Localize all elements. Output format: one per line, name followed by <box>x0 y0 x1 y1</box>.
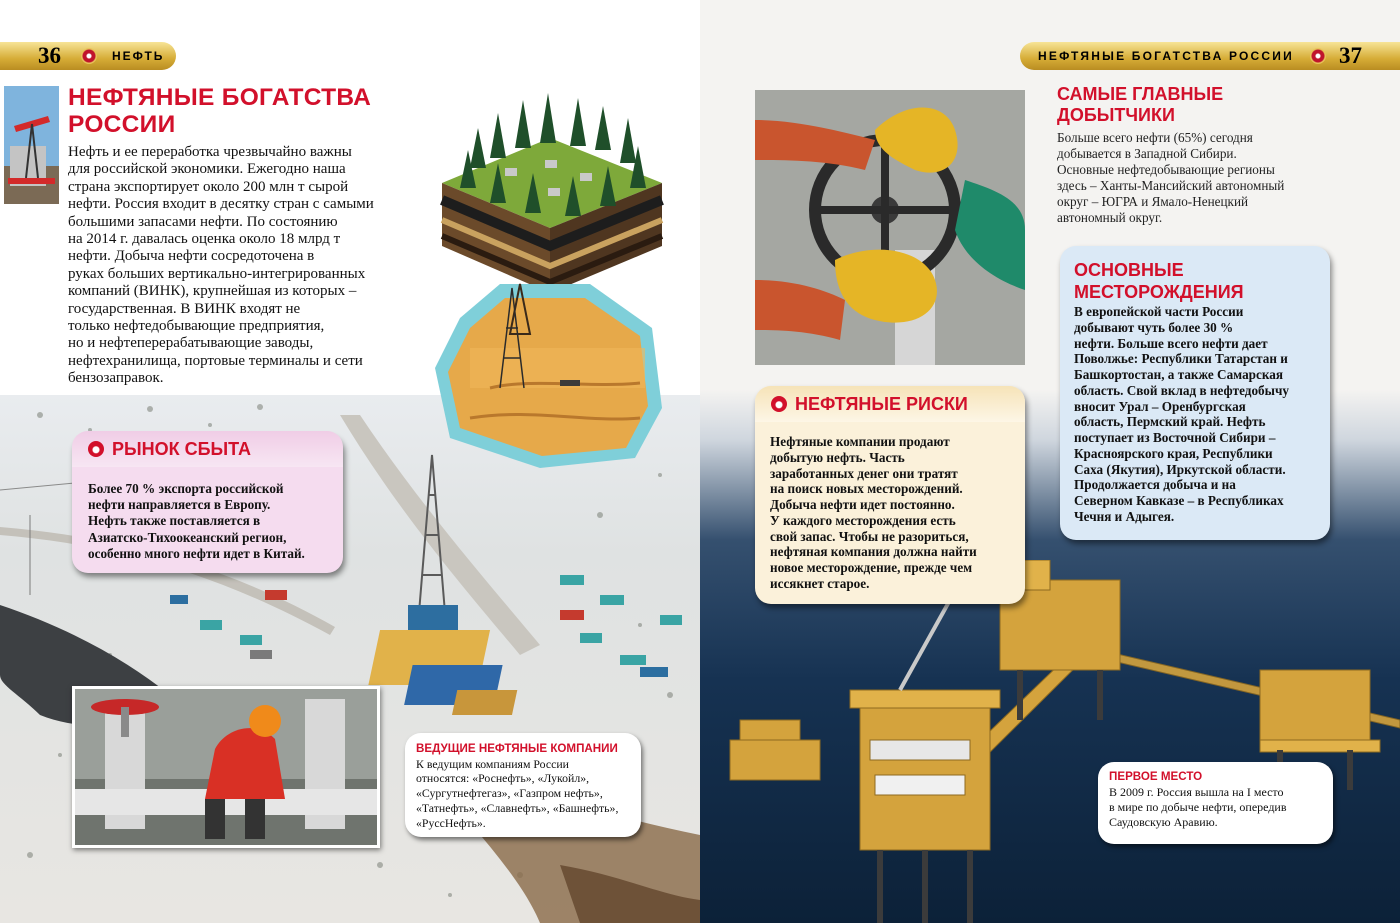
text-line: страна экспортирует около 200 млн т сырой <box>68 178 349 195</box>
text-line: здесь – Ханты-Мансийский автономный <box>1057 178 1285 193</box>
oil-layers-illustration <box>430 88 675 468</box>
text-line: особенно много нефти идет в Китай. <box>88 545 305 561</box>
text-line: Башкортостан, а также Самарская <box>1074 367 1283 382</box>
text-line: поступает из Восточной Сибири – <box>1074 430 1276 445</box>
producers-title-2: ДОБЫТЧИКИ <box>1057 105 1175 125</box>
text-line: «РуссНефть». <box>416 815 486 830</box>
text-line: область. Свой вклад в нефтедобычу <box>1074 382 1289 398</box>
text-line: область, Пермский край. Нефть <box>1074 414 1266 430</box>
text-line: заработанных денег они тратят <box>770 465 958 481</box>
text-line: компаний (ВИНК), крупнейшая из которых – <box>68 283 357 300</box>
text-line: Красноярского края, Республики <box>1074 445 1273 461</box>
producers-section <box>1057 84 1377 226</box>
text-line: добывается в Западной Сибири. <box>1057 146 1237 161</box>
text-line: «Сургутнефтегаз», «Газпром нефть», <box>416 786 603 801</box>
text-line: округ – ЮГРА и Ямало-Ненецкий <box>1057 194 1249 209</box>
deposits-title-2: МЕСТОРОЖДЕНИЯ <box>1074 282 1244 302</box>
risks-text <box>770 434 1020 592</box>
text-line: Чечня и Адыгея. <box>1074 508 1175 524</box>
first-place-title: ПЕРВОЕ МЕСТО <box>1109 770 1203 783</box>
text-line: в мире по добыче нефти, опередив <box>1109 799 1287 814</box>
page-title <box>68 84 371 138</box>
compass-icon <box>81 48 97 64</box>
right-page <box>700 0 1400 923</box>
text-line: Нефть также поставляется в <box>88 513 261 529</box>
intro-paragraph <box>68 144 438 388</box>
page-number: 37 <box>1339 43 1362 68</box>
text-line: У каждого месторождения есть <box>770 512 956 528</box>
text-line: бензозаправок. <box>68 370 164 387</box>
text-line: вносит Урал – Оренбургская <box>1074 398 1246 414</box>
deposits-text <box>1074 304 1330 525</box>
text-line: добытую нефть. Часть <box>770 449 905 465</box>
text-line: Добыча нефти идет постоянно. <box>770 497 955 512</box>
text-line: нефти. Больше всего нефти дает <box>1074 335 1268 351</box>
text-line: Азиатско-Тихоокеанский регион, <box>88 529 287 545</box>
risks-box-title <box>755 386 1025 422</box>
text-line: Северном Кавказе – в Республиках <box>1074 493 1284 508</box>
title-line-1: НЕФТЯНЫЕ БОГАТСТВА <box>68 84 372 111</box>
bullet-icon <box>771 396 787 412</box>
text-line: нефтяная компания должна найти <box>770 544 977 560</box>
text-line: для российской экономики. Ежегодно наша <box>68 161 346 178</box>
text-line: государственная. В ВИНК входят не <box>68 300 301 317</box>
text-line: Продолжается добыча и на <box>1074 477 1236 493</box>
text-line: В 2009 г. Россия вышла на I место <box>1109 784 1284 799</box>
text-line: свой запас. Чтобы не разориться, <box>770 528 969 544</box>
bullet-icon <box>88 441 104 457</box>
gloves-valve-photo <box>755 90 1025 365</box>
title-line-2: РОССИИ <box>68 111 176 138</box>
text-line: иссякнет старое. <box>770 575 870 591</box>
text-line: нефти направляется в Европу. <box>88 497 271 513</box>
text-line: Поволжье: Республики Татарстан и <box>1074 351 1288 367</box>
market-box <box>72 433 343 573</box>
text-line: новое месторождение, прежде чем <box>770 560 973 575</box>
text-line: Основные нефтедобывающие регионы <box>1057 162 1275 177</box>
text-line: Больше всего нефти (65%) сегодня <box>1057 130 1253 145</box>
worker-valve-photo <box>72 686 380 848</box>
text-line: на 2014 г. давалась оценка около 18 млрд т <box>68 231 341 248</box>
text-line: только нефтедобывающие предприятия, <box>68 318 325 335</box>
companies-title: ВЕДУЩИЕ НЕФТЯНЫЕ КОМПАНИИ <box>416 742 618 755</box>
risks-title-text: НЕФТЯНЫЕ РИСКИ <box>795 394 968 414</box>
market-title-text: РЫНОК СБЫТА <box>112 439 252 459</box>
text-line: руках больших вертикально-интегрированных <box>68 265 366 282</box>
text-line: Нефть и ее переработка чрезвычайно важны <box>68 144 352 160</box>
page-number: 36 <box>38 43 61 68</box>
market-box-title <box>72 431 343 467</box>
running-head: НЕФТЬ <box>112 49 165 63</box>
text-line: К ведущим компаниям России <box>416 756 569 771</box>
text-line: нефтехранилища, портовые терминалы и сети <box>68 352 363 369</box>
risks-box <box>755 386 1025 604</box>
text-line: Нефтяные компании продают <box>770 434 950 449</box>
text-line: «Татнефть», «Славнефть», «Башнефть», <box>416 800 619 815</box>
companies-box <box>405 733 641 837</box>
deposits-title-1: ОСНОВНЫЕ <box>1074 260 1184 280</box>
text-line: автономный округ. <box>1057 210 1163 225</box>
text-line: на поиск новых месторождений. <box>770 481 963 497</box>
market-box-text <box>88 481 305 562</box>
offshore-platform-photo <box>700 560 1400 923</box>
compass-icon <box>1310 48 1326 64</box>
text-line: большими запасами нефти. По состоянию <box>68 213 338 230</box>
text-line: Более 70 % экспорта российской <box>88 481 284 496</box>
text-line: Саудовскую Аравию. <box>1109 814 1218 829</box>
right-running-header <box>1020 42 1400 70</box>
left-running-header <box>0 42 176 70</box>
text-line: добывают чуть более 30 % <box>1074 319 1234 335</box>
pump-jack-photo <box>4 86 59 204</box>
deposits-box <box>1060 246 1330 540</box>
text-line: Саха (Якутия), Иркутской области. <box>1074 461 1286 477</box>
text-line: нефти. Россия входит в десятку стран с самыми <box>68 196 374 213</box>
text-line: относятся: «Роснефть», «Лукойл», <box>416 771 590 786</box>
text-line: В европейской части России <box>1074 304 1244 319</box>
producers-text <box>1057 130 1377 226</box>
text-line: нефти. Добыча нефти сосредоточена в <box>68 248 315 265</box>
text-line: но и нефтеперерабатывающие заводы, <box>68 335 314 352</box>
first-place-box <box>1098 762 1333 844</box>
producers-title-1: САМЫЕ ГЛАВНЫЕ <box>1057 84 1224 104</box>
running-head: НЕФТЯНЫЕ БОГАТСТВА РОССИИ <box>1038 49 1294 63</box>
